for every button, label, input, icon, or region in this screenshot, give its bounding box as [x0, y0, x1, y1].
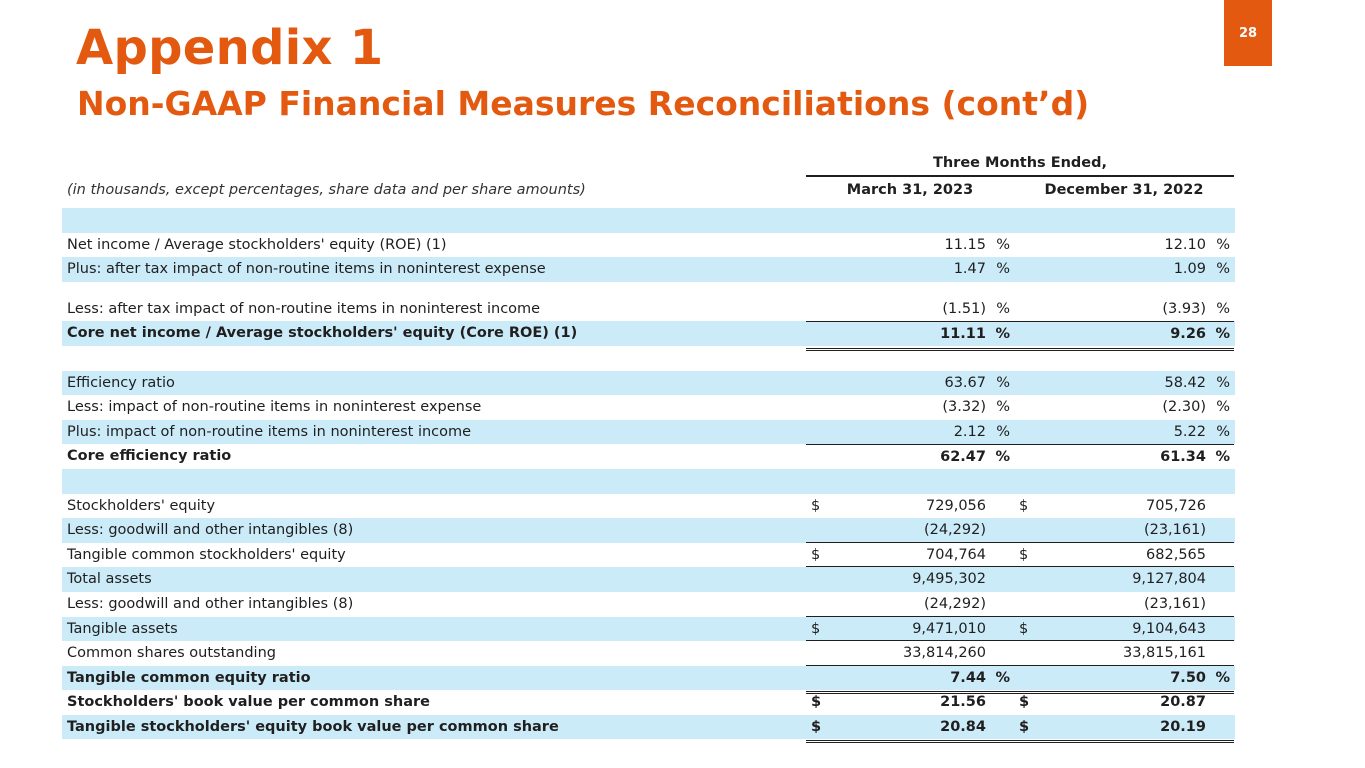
- currency-symbol: $: [811, 694, 822, 711]
- cell-march-2023: [806, 641, 1014, 666]
- row-label: Core efficiency ratio: [67, 448, 232, 465]
- cell-december-2022: [1014, 690, 1234, 715]
- cell-value: 33,815,161: [1122, 645, 1206, 662]
- cell-value: 9.26: [1170, 326, 1206, 343]
- row-label: Tangible common equity ratio: [67, 669, 311, 686]
- table-row: [62, 543, 1235, 568]
- row-label: Tangible assets: [67, 620, 178, 637]
- cell-march-2023: [806, 715, 1014, 740]
- cell-value: (1.51): [942, 300, 986, 317]
- percent-sign: %: [1215, 449, 1230, 466]
- cell-value: 682,565: [1146, 546, 1206, 563]
- cell-december-2022: [1014, 395, 1234, 420]
- cell-value: 9,127,804: [1132, 571, 1206, 588]
- column-header-march-2023: March 31, 2023: [846, 182, 974, 198]
- cell-value: 5.22: [1173, 423, 1206, 440]
- percent-sign: %: [995, 326, 1010, 343]
- cell-value: 61.34: [1160, 449, 1206, 466]
- cell-march-2023: [806, 543, 1014, 568]
- row-label: Less: goodwill and other intangibles (8): [67, 595, 354, 612]
- cell-value: 2.12: [953, 423, 986, 440]
- table-row: [62, 297, 1235, 322]
- row-label: Less: after tax impact of non-routine items in noninterest income: [67, 300, 541, 317]
- cell-value: 20.84: [940, 718, 986, 735]
- table-spacer: [62, 282, 1235, 297]
- cell-value: 11.11: [940, 326, 986, 343]
- cell-december-2022: [1014, 617, 1234, 642]
- cell-value: (23,161): [1143, 595, 1206, 612]
- cell-december-2022: [1014, 494, 1234, 519]
- cell-value: 729,056: [926, 497, 986, 514]
- cell-value: 11.15: [944, 236, 986, 253]
- cell-december-2022: [1014, 233, 1234, 258]
- percent-sign: %: [1216, 236, 1230, 253]
- page-subtitle: Non-GAAP Financial Measures Reconciliations (cont’d): [77, 84, 1090, 123]
- cell-december-2022: [1014, 715, 1234, 740]
- table-row: [62, 321, 1235, 346]
- cell-value: 705,726: [1146, 497, 1206, 514]
- page-number-badge: 28: [1224, 0, 1272, 66]
- table-group-header: Three Months Ended,: [806, 150, 1234, 177]
- row-label: Stockholders' book value per common share: [67, 694, 430, 711]
- table-row: [62, 494, 1235, 519]
- row-label: Stockholders' equity: [67, 497, 216, 514]
- row-label: Less: goodwill and other intangibles (8): [67, 522, 354, 539]
- cell-december-2022: [1014, 666, 1234, 691]
- cell-march-2023: [806, 297, 1014, 322]
- cell-value: 21.56: [940, 694, 986, 711]
- cell-december-2022: [1014, 641, 1234, 666]
- cell-value: 20.19: [1160, 718, 1206, 735]
- cell-march-2023: [806, 592, 1014, 617]
- row-label: Plus: after tax impact of non-routine items in noninterest expense: [67, 261, 546, 278]
- cell-value: (24,292): [923, 522, 986, 539]
- currency-symbol: $: [1019, 497, 1029, 514]
- cell-december-2022: [1014, 567, 1234, 592]
- cell-value: 9,104,643: [1132, 620, 1206, 637]
- cell-value: (24,292): [923, 595, 986, 612]
- percent-sign: %: [996, 300, 1010, 317]
- table-row: [62, 518, 1235, 543]
- cell-march-2023: [806, 420, 1014, 445]
- cell-march-2023: [806, 257, 1014, 282]
- cell-value: (3.93): [1162, 300, 1206, 317]
- currency-symbol: $: [1019, 694, 1030, 711]
- table-row: [62, 617, 1235, 642]
- cell-value: (23,161): [1143, 522, 1206, 539]
- cell-value: 62.47: [940, 449, 986, 466]
- cell-march-2023: [806, 444, 1014, 470]
- cell-value: (3.32): [942, 399, 986, 416]
- currency-symbol: $: [811, 546, 821, 563]
- table-row: [62, 233, 1235, 258]
- currency-symbol: $: [811, 620, 821, 637]
- cell-december-2022: [1014, 371, 1234, 396]
- cell-value: 12.10: [1164, 236, 1206, 253]
- cell-december-2022: [1014, 592, 1234, 617]
- table-row: [62, 371, 1235, 396]
- cell-value: 7.50: [1170, 669, 1206, 686]
- page-title: Appendix 1: [76, 20, 384, 76]
- table-blank-row: [62, 469, 1235, 494]
- percent-sign: %: [996, 423, 1010, 440]
- table-blank-row: [62, 208, 1235, 233]
- percent-sign: %: [996, 236, 1010, 253]
- cell-value: 20.87: [1160, 694, 1206, 711]
- percent-sign: %: [1215, 669, 1230, 686]
- percent-sign: %: [995, 449, 1010, 466]
- row-label: Total assets: [67, 571, 152, 588]
- table-row: [62, 690, 1235, 715]
- cell-value: 33,814,260: [902, 645, 986, 662]
- cell-march-2023: [806, 494, 1014, 519]
- currency-symbol: $: [1019, 546, 1029, 563]
- row-label: Core net income / Average stockholders' equity (Core ROE) (1): [67, 325, 578, 342]
- cell-december-2022: [1014, 518, 1234, 543]
- cell-value: (2.30): [1162, 399, 1206, 416]
- row-label: Plus: impact of non-routine items in noninterest income: [67, 423, 472, 440]
- cell-march-2023: [806, 233, 1014, 258]
- percent-sign: %: [995, 669, 1010, 686]
- cell-value: 63.67: [944, 374, 986, 391]
- percent-sign: %: [1216, 261, 1230, 278]
- percent-sign: %: [996, 374, 1010, 391]
- cell-value: 9,495,302: [912, 571, 986, 588]
- table-row: [62, 567, 1235, 592]
- row-label: Tangible common stockholders' equity: [67, 546, 346, 563]
- row-label: Tangible stockholders' equity book value per common share: [67, 718, 559, 735]
- percent-sign: %: [1216, 300, 1230, 317]
- cell-march-2023: [806, 666, 1014, 691]
- cell-december-2022: [1014, 444, 1234, 470]
- percent-sign: %: [1216, 423, 1230, 440]
- column-header-december-2022: December 31, 2022: [1044, 182, 1204, 198]
- row-label: Efficiency ratio: [67, 374, 175, 391]
- currency-symbol: $: [1019, 620, 1029, 637]
- cell-march-2023: [806, 518, 1014, 543]
- currency-symbol: $: [811, 497, 821, 514]
- currency-symbol: $: [811, 718, 822, 735]
- cell-december-2022: [1014, 321, 1234, 347]
- table-row: [62, 395, 1235, 420]
- table-row: [62, 641, 1235, 666]
- row-label: Common shares outstanding: [67, 645, 276, 662]
- cell-december-2022: [1014, 257, 1234, 282]
- reconciliation-table: [62, 208, 1235, 739]
- cell-december-2022: [1014, 420, 1234, 445]
- cell-march-2023: [806, 321, 1014, 347]
- table-row: [62, 257, 1235, 282]
- cell-value: 58.42: [1164, 374, 1206, 391]
- table-units-note: (in thousands, except percentages, share data and per share amounts): [67, 182, 586, 198]
- currency-symbol: $: [1019, 718, 1030, 735]
- table-row: [62, 420, 1235, 445]
- percent-sign: %: [1216, 374, 1230, 391]
- cell-december-2022: [1014, 297, 1234, 322]
- cell-december-2022: [1014, 543, 1234, 568]
- cell-value: 9,471,010: [912, 620, 986, 637]
- percent-sign: %: [1215, 326, 1230, 343]
- cell-value: 7.44: [950, 669, 986, 686]
- cell-value: 1.47: [953, 261, 986, 278]
- row-label: Net income / Average stockholders' equity (ROE) (1): [67, 236, 447, 253]
- table-row: [62, 444, 1235, 469]
- table-row: [62, 592, 1235, 617]
- cell-march-2023: [806, 371, 1014, 396]
- cell-march-2023: [806, 567, 1014, 592]
- cell-value: 704,764: [926, 546, 986, 563]
- table-row: [62, 666, 1235, 691]
- cell-march-2023: [806, 395, 1014, 420]
- table-row: [62, 715, 1235, 740]
- percent-sign: %: [1216, 399, 1230, 416]
- cell-march-2023: [806, 617, 1014, 642]
- cell-march-2023: [806, 690, 1014, 715]
- percent-sign: %: [996, 261, 1010, 278]
- cell-value: 1.09: [1173, 261, 1206, 278]
- percent-sign: %: [996, 399, 1010, 416]
- table-blank-row: [62, 346, 1235, 371]
- row-label: Less: impact of non-routine items in noninterest expense: [67, 399, 482, 416]
